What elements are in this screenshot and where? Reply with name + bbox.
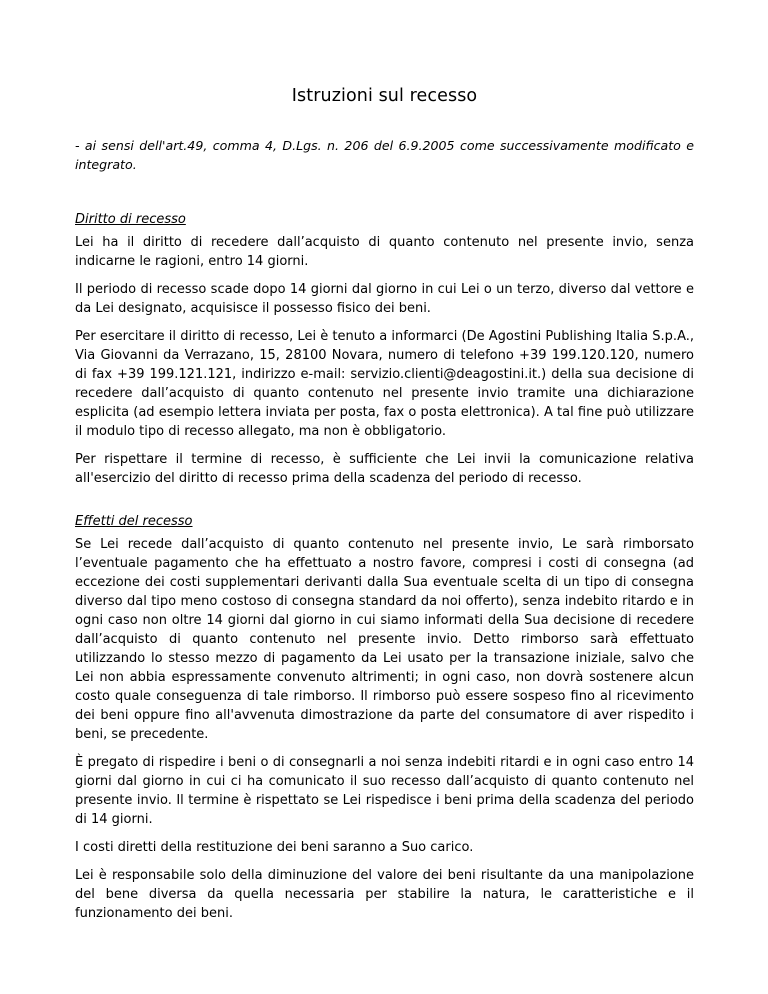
- paragraph: Il periodo di recesso scade dopo 14 giorni dal giorno in cui Lei o un terzo, diverso dal vettore e da Lei designato, acquisisce il possesso fisico dei beni.: [75, 282, 694, 316]
- paragraph: Lei ha il diritto di recedere dall’acquisto di quanto contenuto nel presente invio, senza indicarne le ragioni, entro 14 giorni.: [75, 235, 694, 269]
- paragraph: Lei è responsabile solo della diminuzione del valore dei beni risultante da una manipolazione del bene diversa da quella necessaria per stabilire la natura, le caratteristiche e il funzionamento dei beni.: [75, 868, 694, 921]
- section-heading: Effetti del recesso: [75, 514, 193, 529]
- legal-reference-subtitle: - ai sensi dell'art.49, comma 4, D.Lgs. n. 206 del 6.9.2005 come successivamente modificato e integrato.: [75, 138, 694, 172]
- paragraph: Per rispettare il termine di recesso, è sufficiente che Lei invii la comunicazione relativa all'esercizio del diritto di recesso prima della scadenza del periodo di recesso.: [75, 452, 694, 486]
- section-effetti-del-recesso: [75, 512, 694, 923]
- document-page: [75, 86, 694, 932]
- paragraph: Per esercitare il diritto di recesso, Lei è tenuto a informarci (De Agostini Publishing Italia S.p.A., Via Giovanni da Verrazano, 15, 28100 Novara, numero di telefono +39 199.120.120, numero di fax +39 199.121.121, indirizzo e-mail: servizio.clienti@deagostini.it.) della sua decisione di recedere dall’acquisto di quanto contenuto nel presente invio tramite una dichiarazione esplicita (ad esempio lettera inviata per posta, fax o posta elettronica). A tal fine può utilizzare il modulo tipo di recesso allegato, ma non è obbligatorio.: [75, 329, 694, 439]
- paragraph: È pregato di rispedire i beni o di consegnarli a noi senza indebiti ritardi e in ogni caso entro 14 giorni dal giorno in cui ci ha comunicato il suo recesso dall’acquisto di quanto contenuto nel presente invio. Il termine è rispettato se Lei rispedisce i beni prima della scadenza del periodo di 14 giorni.: [75, 755, 694, 827]
- section-diritto-di-recesso: [75, 210, 694, 488]
- section-heading: Diritto di recesso: [75, 212, 186, 227]
- page-title: Istruzioni sul recesso: [291, 86, 478, 106]
- paragraph: Se Lei recede dall’acquisto di quanto contenuto nel presente invio, Le sarà rimborsato l’eventuale pagamento che ha effettuato a nostro favore, compresi i costi di consegna (ad eccezione dei costi supplementari derivanti dalla Sua eventuale scelta di un tipo di consegna diverso dal tipo meno costoso di consegna standard da noi offerto), senza indebito ritardo e in ogni caso non oltre 14 giorni dal giorno in cui siamo informati della Sua decisione di recedere dall’acquisto di quanto contenuto nel presente invio. Detto rimborso sarà effettuato utilizzando lo stesso mezzo di pagamento da Lei usato per la transazione iniziale, salvo che Lei non abbia espressamente convenuto altrimenti; in ogni caso, non dovrà sostenere alcun costo quale conseguenza di tale rimborso. Il rimborso può essere sospeso fino al ricevimento dei beni oppure fino all'avvenuta dimostrazione da parte del consumatore di aver rispedito i beni, se precedente.: [75, 537, 694, 742]
- paragraph: I costi diretti della restituzione dei beni saranno a Suo carico.: [75, 840, 474, 855]
